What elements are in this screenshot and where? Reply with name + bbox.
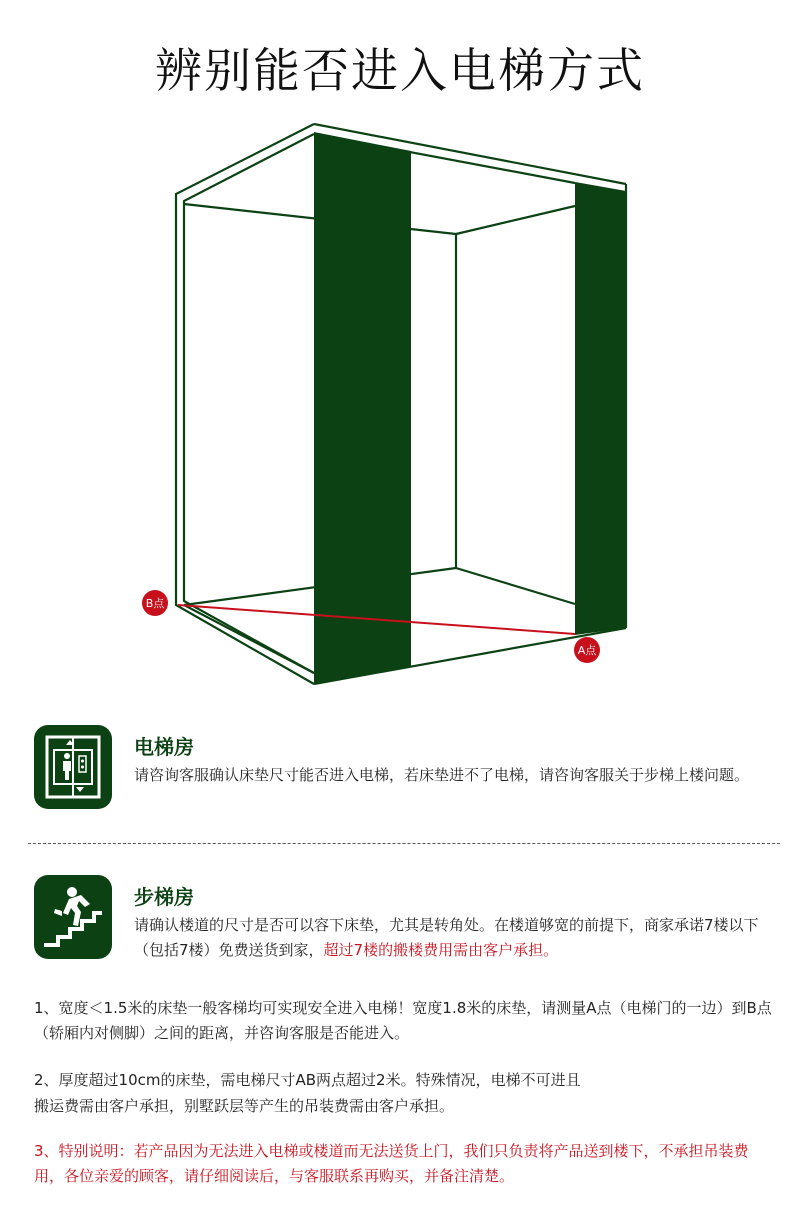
elevator-diagram [0,110,800,700]
page-title: 辨别能否进入电梯方式 [155,44,645,99]
elevator-room-title: 电梯房 [134,735,194,759]
note-2-line-1: 2、厚度超过10cm的床垫，需电梯尺寸AB两点超过2米。特殊情况，电梯不可进且 [34,1071,581,1089]
note-2-line-2: 搬运费需由客户承担，别墅跃层等产生的吊装费需由客户承担。 [34,1097,455,1115]
stair-room-text-warning: 超过7楼的搬楼费用需由客户承担。 [323,941,559,959]
point-a-marker [574,637,600,663]
stair-room-section [34,875,774,975]
elevator-room-text: 请咨询客服确认床垫尺寸能否进入电梯，若床垫进不了电梯，请咨询客服关于步梯上楼问题。 [134,766,750,784]
elevator-icon [34,725,112,809]
stairs-icon [34,875,112,959]
right-door-panel [575,183,626,635]
stair-room-text-main: 请确认楼道的尺寸是否可以容下床垫，尤其是转角处。在楼道够宽的前提下，商家承诺7楼以下（包括7楼）免费送货到家， [134,916,759,959]
stair-room-text [134,913,774,963]
back-wall-top-right [456,206,575,234]
section-divider [28,843,780,844]
floor-left-edge [184,605,314,673]
elevator-room-section [34,725,774,825]
point-b-label: B点 [145,597,165,610]
left-door-panel [314,132,411,684]
front-frame-left-inner [184,134,314,673]
note-1: 1、宽度＜1.5米的床垫一般客梯均可实现安全进入电梯！宽度1.8米的床垫，请测量A点（电梯门的一边）到B点（轿厢内对侧脚）之间的距离，并咨询客服是否能进入。 [34,999,772,1042]
note-3: 3、特别说明：若产品因为无法进入电梯或楼道而无法送货上门，我们只负责将产品送到楼下，不承担吊装费用，各位亲爱的顾客，请仔细阅读后，与客服联系再购买，并备注清楚。 [34,1142,749,1185]
front-frame-left [176,124,314,684]
back-wall-bottom-right [456,568,575,604]
point-b-marker [142,590,168,616]
stair-room-title: 步梯房 [134,885,194,909]
point-a-label: A点 [577,644,597,657]
